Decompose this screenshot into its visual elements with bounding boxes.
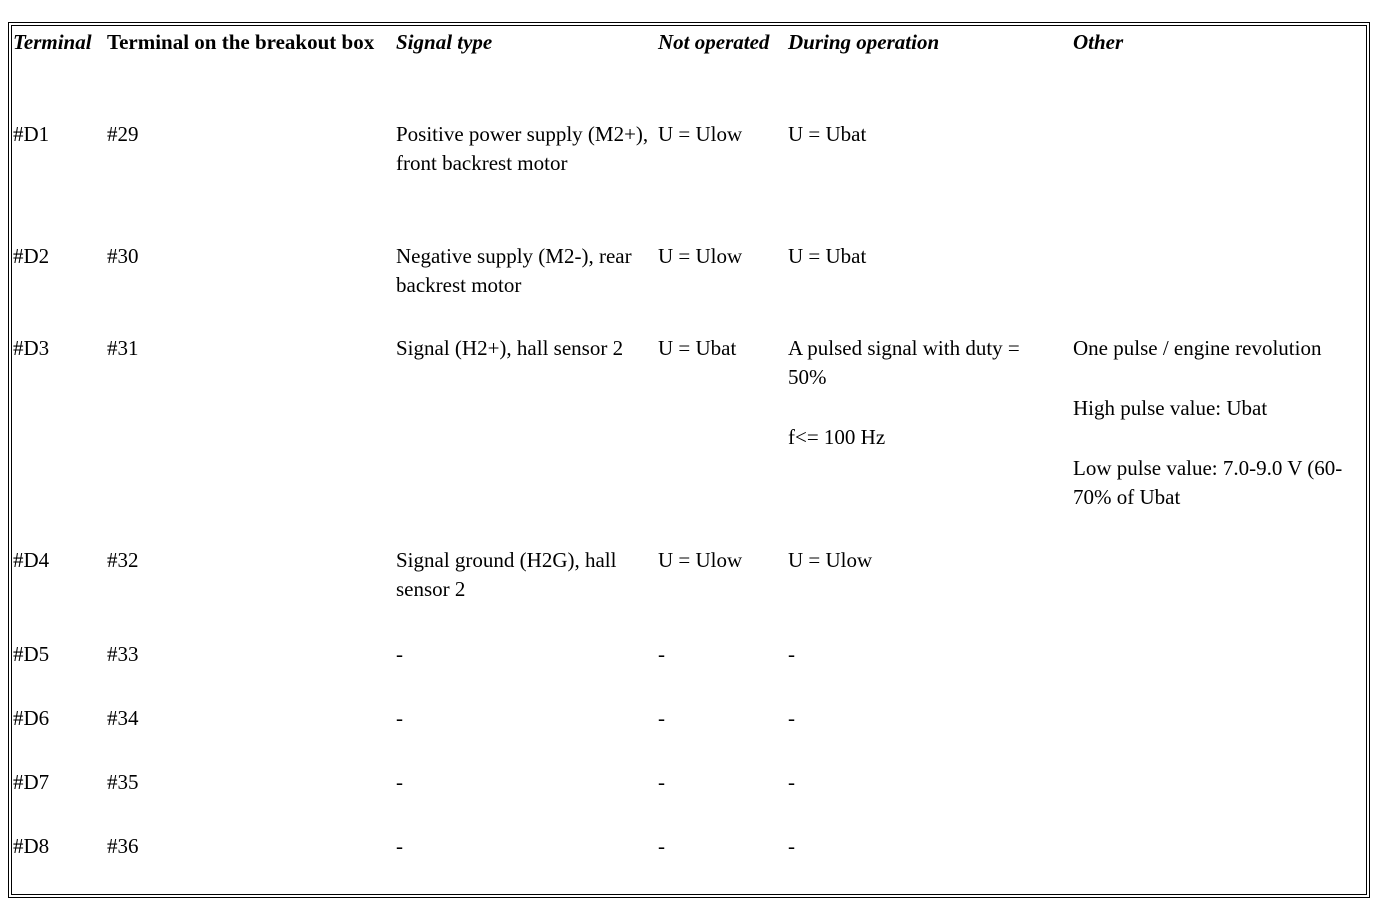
cell-not-operated: - (658, 834, 665, 858)
header-breakout-terminal: Terminal on the breakout box (107, 30, 375, 54)
cell-breakout: #30 (107, 244, 139, 268)
cell-signal-type: Positive power supply (M2+), front backrest motor (396, 122, 649, 175)
cell-during-operation: U = Ulow (788, 548, 873, 572)
cell-not-operated: U = Ulow (658, 244, 743, 268)
cell-not-operated: - (658, 642, 665, 666)
cell-terminal: #D4 (13, 548, 50, 572)
other-paragraph: High pulse value: Ubat (1073, 396, 1268, 420)
cell-other (1073, 334, 1363, 512)
cell-during-operation: - (788, 834, 795, 858)
cell-terminal: #D7 (13, 770, 50, 794)
header-not-operated: Not operated (658, 30, 770, 54)
other-paragraph: One pulse / engine revolution (1073, 336, 1322, 360)
header-during-operation: During operation (788, 30, 940, 54)
cell-signal-type: Signal ground (H2G), hall sensor 2 (396, 548, 617, 601)
cell-signal-type: Negative supply (M2-), rear backrest motor (396, 244, 632, 297)
cell-breakout: #34 (107, 706, 139, 730)
cell-breakout: #36 (107, 834, 139, 858)
cell-signal-type: - (396, 706, 403, 730)
cell-breakout: #33 (107, 642, 139, 666)
cell-breakout: #32 (107, 548, 139, 572)
cell-not-operated: U = Ulow (658, 548, 743, 572)
cell-terminal: #D8 (13, 834, 50, 858)
during-paragraph: A pulsed signal with duty = 50% (788, 336, 1020, 389)
cell-not-operated: U = Ubat (658, 336, 737, 360)
cell-breakout: #29 (107, 122, 139, 146)
cell-signal-type: - (396, 770, 403, 794)
header-other: Other (1073, 30, 1124, 54)
header-signal-type: Signal type (396, 30, 493, 54)
cell-terminal: #D2 (13, 244, 50, 268)
cell-breakout: #35 (107, 770, 139, 794)
cell-signal-type: - (396, 834, 403, 858)
cell-not-operated: U = Ulow (658, 122, 743, 146)
cell-terminal: #D6 (13, 706, 50, 730)
cell-during-operation: U = Ubat (788, 122, 867, 146)
cell-breakout: #31 (107, 336, 139, 360)
cell-signal-type: - (396, 642, 403, 666)
cell-during-operation: U = Ubat (788, 244, 867, 268)
cell-terminal: #D3 (13, 336, 50, 360)
cell-terminal: #D1 (13, 122, 50, 146)
cell-signal-type: Signal (H2+), hall sensor 2 (396, 336, 624, 360)
cell-during-operation: - (788, 706, 795, 730)
cell-during-operation (788, 334, 1060, 452)
cell-terminal: #D5 (13, 642, 50, 666)
other-paragraph: Low pulse value: 7.0-9.0 V (60-70% of Ubat (1073, 456, 1343, 509)
cell-during-operation: - (788, 642, 795, 666)
during-paragraph: f<= 100 Hz (788, 425, 886, 449)
cell-during-operation: - (788, 770, 795, 794)
cell-not-operated: - (658, 770, 665, 794)
cell-not-operated: - (658, 706, 665, 730)
header-terminal: Terminal (13, 30, 92, 54)
